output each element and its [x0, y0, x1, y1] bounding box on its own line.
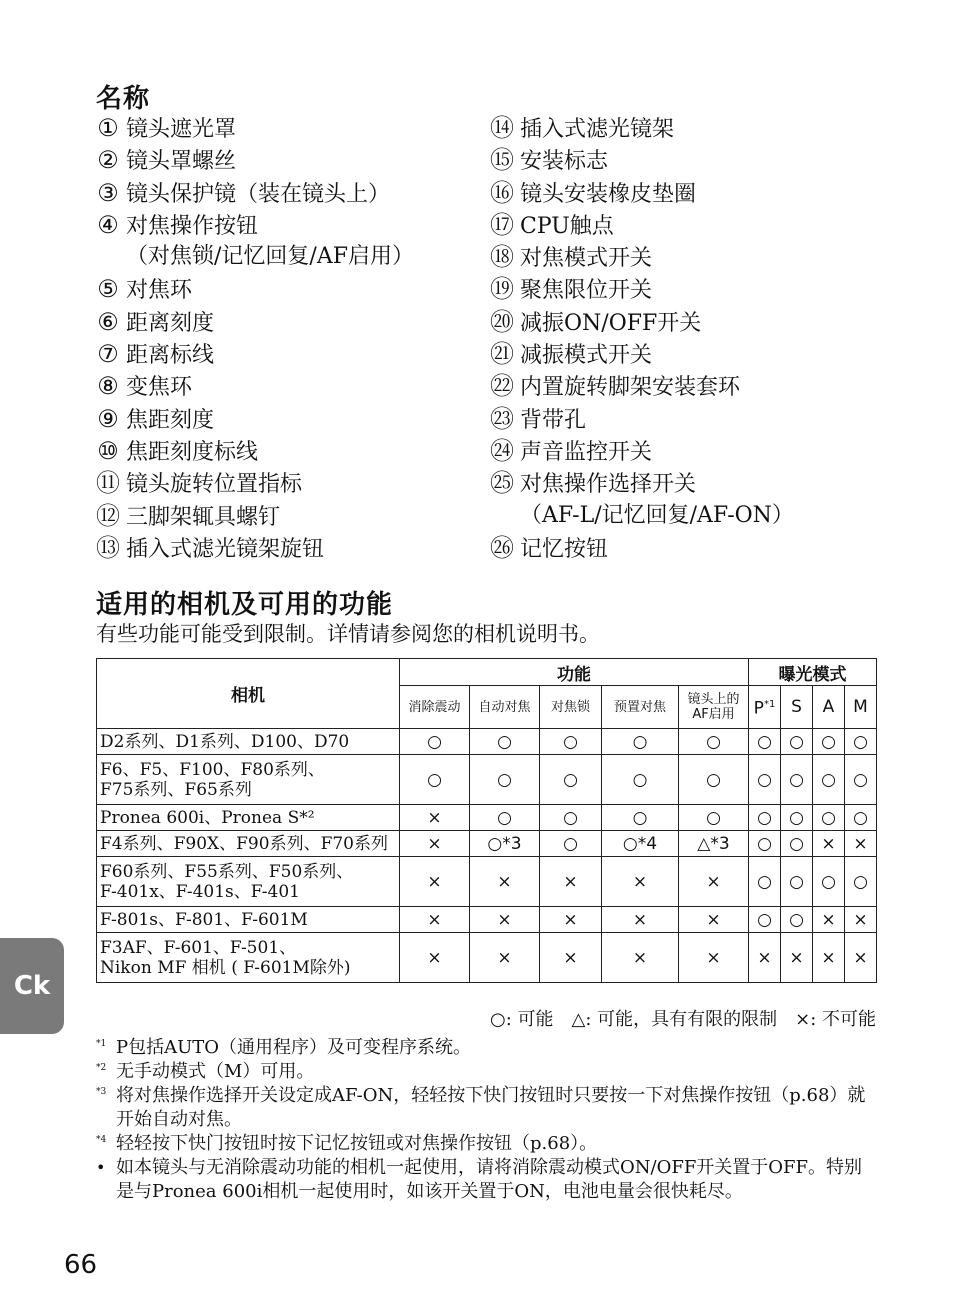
header-focus-lock: 对焦锁	[540, 686, 602, 729]
compat-cell: ○	[781, 857, 813, 907]
table-row	[97, 729, 877, 755]
legend: ○: 可能 △: 可能，具有有限的限制 ×: 不可能	[490, 1009, 876, 1030]
compat-cell: ×	[679, 907, 749, 933]
part-item: ㉖ 记忆按钮	[490, 533, 609, 562]
part-item: ③ 镜头保护镜（装在镜头上）	[97, 178, 391, 207]
page-number: 66	[64, 1250, 98, 1280]
table-body	[97, 729, 877, 983]
part-item: ㉓ 背带孔	[490, 404, 587, 433]
compat-cell: ×	[813, 933, 845, 983]
compat-cell: ○	[781, 907, 813, 933]
compat-cell: ×	[400, 805, 470, 831]
compat-cell: ○	[679, 755, 749, 805]
compat-cell: ○	[781, 805, 813, 831]
part-item: ⑧ 变焦环	[97, 372, 193, 401]
header-mode-s: S	[781, 686, 813, 729]
part-item: ⑦ 距离标线	[97, 340, 215, 369]
part-item: ⑩ 焦距刻度标线	[97, 436, 259, 465]
compat-cell: ○	[749, 805, 781, 831]
footnote: *4 轻轻按下快门按钮时按下记忆按钮或对焦操作按钮（p.68）。	[96, 1133, 598, 1154]
compat-cell: ○	[679, 805, 749, 831]
compat-cell: ×	[679, 933, 749, 983]
table-row	[97, 805, 877, 831]
bullet-note: • 如本镜头与无消除震动功能的相机一起使用，请将消除震动模式ON/OFF开关置于OFF。特别是与Pronea 600i相机一起使用时，如该开关置于ON，电池电量会很快耗尽。	[96, 1157, 863, 1202]
camera-name-line: F-801s、F-801、F-601M	[100, 909, 308, 930]
part-item: ⑲ 聚焦限位开关	[490, 275, 653, 304]
compat-cell: ×	[470, 933, 540, 983]
compat-cell: ×	[781, 933, 813, 983]
compatibility-table	[96, 658, 877, 983]
compat-cell: ×	[540, 907, 602, 933]
compat-cell: ○	[749, 831, 781, 857]
compat-cell: ○	[813, 729, 845, 755]
compat-cell: ○	[749, 857, 781, 907]
compat-cell: ×	[845, 907, 877, 933]
names-title: 名称	[96, 84, 151, 114]
header-vr: 消除震动	[400, 686, 470, 729]
compat-cell: ○	[845, 755, 877, 805]
camera-name-line: F60系列、F55系列、F50系列、	[100, 861, 354, 882]
part-item: ⑪ 镜头旋转位置指标	[96, 469, 303, 498]
compat-cell: ×	[845, 831, 877, 857]
compat-cell: ○	[470, 729, 540, 755]
camera-name-line: Nikon MF 相机 ( F-601M除外)	[100, 957, 351, 978]
compat-cell: ○	[400, 755, 470, 805]
camera-name-line: F3AF、F-601、F-501、	[100, 937, 297, 958]
compat-cell: △*3	[679, 831, 749, 857]
compat-cell: ×	[400, 933, 470, 983]
compat-title: 适用的相机及可用的功能	[96, 590, 394, 620]
part-item: ⑮ 安装标志	[490, 146, 609, 175]
compat-cell: ○	[679, 729, 749, 755]
header-mode-m: M	[845, 686, 877, 729]
compat-cell: ×	[470, 907, 540, 933]
compat-cell: ○	[845, 805, 877, 831]
compat-cell: ○	[813, 755, 845, 805]
compat-cell: ○	[400, 729, 470, 755]
camera-cell	[97, 805, 400, 831]
part-item: ④ 对焦操作按钮	[97, 210, 259, 239]
compat-cell: ×	[813, 831, 845, 857]
footnote: *2 无手动模式（M）可用。	[96, 1061, 315, 1082]
compat-cell: ○	[602, 805, 679, 831]
part-item: ㉕ 对焦操作选择开关	[490, 469, 697, 498]
compat-cell: ○	[602, 729, 679, 755]
part-item: ⑫ 三脚架辄具螺钉	[96, 501, 281, 530]
table-row	[97, 857, 877, 907]
part-item: ⑨ 焦距刻度	[97, 404, 215, 433]
camera-cell	[97, 729, 400, 755]
part-item-continued: （对焦锁/记忆回复/AF启用）	[126, 244, 414, 270]
part-item: ⑭ 插入式滤光镜架	[490, 114, 675, 142]
camera-name-line: F4系列、F90X、F90系列、F70系列	[100, 833, 388, 854]
header-mode-a: A	[813, 686, 845, 729]
compat-cell: ×	[845, 933, 877, 983]
part-item: ⑱ 对焦模式开关	[490, 243, 653, 272]
compat-cell: ○	[781, 755, 813, 805]
compat-cell: ○	[813, 805, 845, 831]
compat-cell: ○	[470, 755, 540, 805]
footnote: *1 P包括AUTO（通用程序）及可变程序系统。	[96, 1037, 472, 1058]
header-af: 自动对焦	[470, 686, 540, 729]
compat-cell: ○	[781, 831, 813, 857]
compat-cell: ×	[749, 933, 781, 983]
camera-cell	[97, 755, 400, 805]
table-row	[97, 933, 877, 983]
compat-cell: ○	[540, 729, 602, 755]
compat-cell: ○	[845, 729, 877, 755]
compat-cell: ○*3	[470, 831, 540, 857]
part-item: ① 镜头遮光罩	[97, 114, 237, 142]
compat-cell: ○	[749, 729, 781, 755]
camera-cell	[97, 933, 400, 983]
header-exposure: 曝光模式	[749, 659, 877, 686]
compat-cell: ×	[540, 933, 602, 983]
header-preset-focus: 预置对焦	[602, 686, 679, 729]
compat-cell: ○	[540, 805, 602, 831]
table-row	[97, 755, 877, 805]
compat-cell: ×	[602, 907, 679, 933]
compat-cell: ○	[540, 831, 602, 857]
compat-cell: ×	[679, 857, 749, 907]
camera-name-line: D2系列、D1系列、D100、D70	[100, 731, 350, 752]
part-item: ⑤ 对焦环	[97, 275, 193, 304]
part-item: ㉑ 减振模式开关	[490, 340, 653, 369]
compat-subtitle: 有些功能可能受到限制。详情请参阅您的相机说明书。	[96, 622, 600, 646]
language-tab: Ck	[0, 938, 64, 1034]
camera-cell	[97, 907, 400, 933]
compat-cell: ×	[602, 933, 679, 983]
compat-cell: ×	[400, 831, 470, 857]
compat-cell: ○	[813, 857, 845, 907]
table-row	[97, 907, 877, 933]
compat-cell: ×	[602, 857, 679, 907]
camera-name-line: F75系列、F65系列	[100, 779, 252, 800]
camera-name-line: F-401x、F-401s、F-401	[100, 881, 300, 902]
parts-list-right	[490, 112, 794, 564]
part-item: ⑬ 插入式滤光镜架旋钮	[96, 533, 325, 562]
footnotes	[96, 1036, 876, 1204]
part-item: ㉒ 内置旋转脚架安装套环	[490, 372, 741, 401]
camera-name-line: Pronea 600i、Pronea S*²	[100, 807, 315, 828]
camera-cell	[97, 857, 400, 907]
part-item: ⑯ 镜头安装橡皮垫圈	[490, 178, 697, 207]
compat-cell: ×	[813, 907, 845, 933]
compat-cell: ○	[602, 755, 679, 805]
compat-cell: ○	[781, 729, 813, 755]
camera-cell	[97, 831, 400, 857]
compat-cell: ○	[470, 805, 540, 831]
header-functions: 功能	[400, 659, 749, 686]
part-item: ⑳ 减振ON/OFF开关	[490, 307, 702, 336]
part-item: ㉔ 声音监控开关	[490, 436, 653, 465]
compat-cell: ×	[540, 857, 602, 907]
compat-cell: ×	[400, 907, 470, 933]
part-item: ⑥ 距离刻度	[97, 307, 215, 336]
header-camera: 相机	[97, 659, 400, 729]
header-mode-p: $P^{*1}$	[749, 686, 781, 729]
compat-cell: ○	[540, 755, 602, 805]
header-lens-af-on: 镜头上的 AF启用	[679, 686, 749, 729]
compat-cell: ○	[749, 755, 781, 805]
footnote: *3 将对焦操作选择开关设定成AF-ON，轻轻按下快门按钮时只要按一下对焦操作按钮（p.68）就开始自动对焦。	[96, 1085, 866, 1130]
part-item: ② 镜头罩螺丝	[97, 146, 237, 175]
part-item: ⑰ CPU触点	[490, 210, 614, 239]
table-row	[97, 831, 877, 857]
compat-cell: ×	[470, 857, 540, 907]
compat-cell: ○	[749, 907, 781, 933]
compat-cell: ○*4	[602, 831, 679, 857]
compat-cell: ×	[400, 857, 470, 907]
compat-cell: ○	[845, 857, 877, 907]
part-item-continued: （AF-L/记忆回复/AF-ON）	[520, 502, 794, 528]
camera-name-line: F6、F5、F100、F80系列、	[100, 759, 325, 780]
parts-list-left	[96, 112, 414, 564]
